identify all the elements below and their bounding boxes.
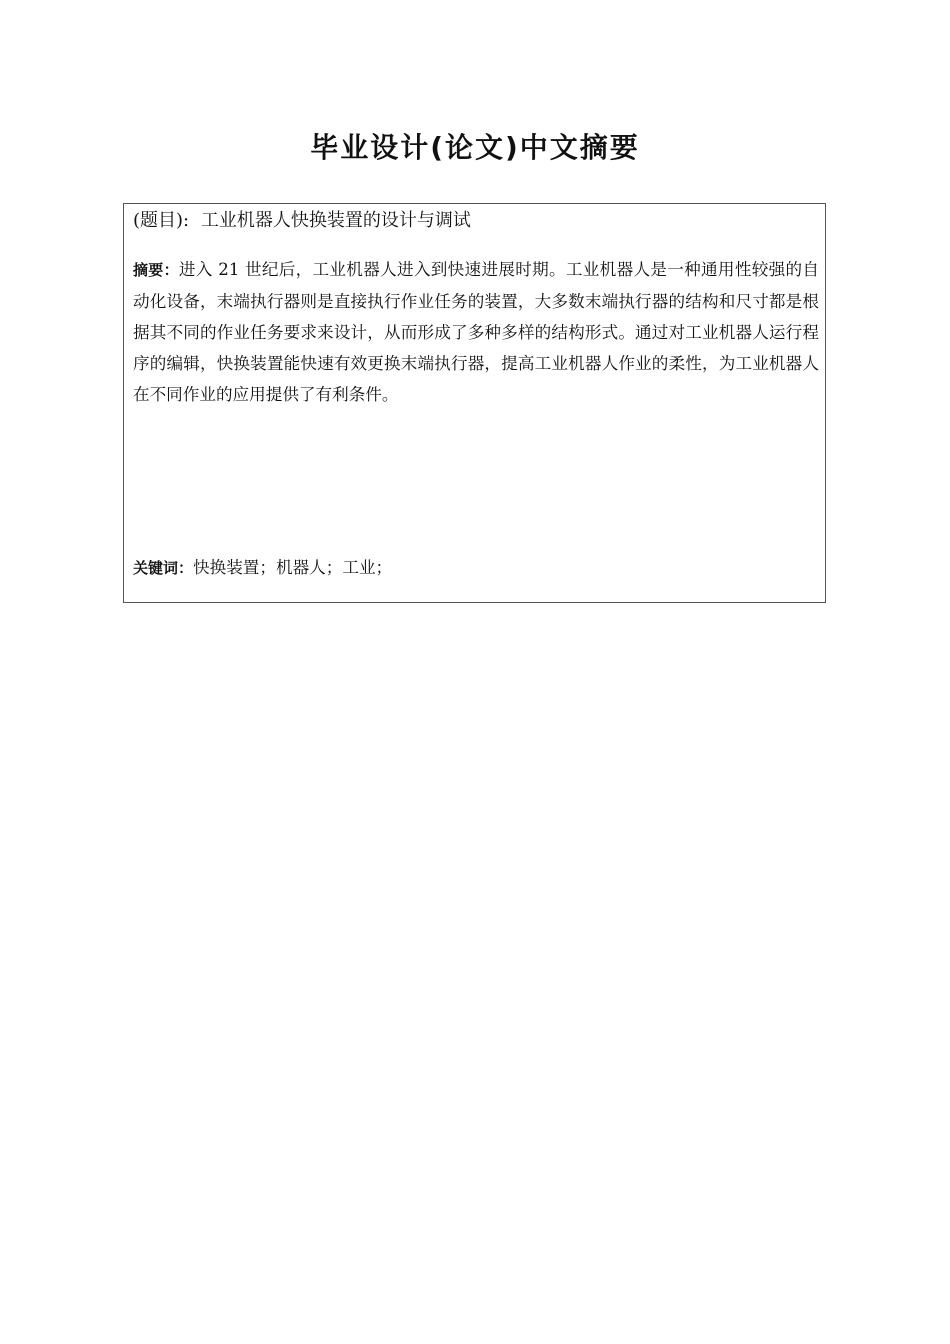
topic-line bbox=[133, 208, 471, 234]
abstract-text: 进入 21 世纪后，工业机器人进入到快速进展时期。工业机器人是一种通用性较强的自动化设备，末端执行器则是直接执行作业任务的装置，大多数末端执行器的结构和尺寸都是根据其不同的作业任务要求来设计，从而形成了多种多样的结构形式。通过对工业机器人运行程序的编辑，快换装置能快速有效更换末端执行器，提高工业机器人作业的柔性，为工业机器人在不同作业的应用提供了有利条件。 bbox=[133, 260, 819, 404]
abstract-box bbox=[123, 203, 826, 603]
topic-text: 工业机器人快换装置的设计与调试 bbox=[200, 210, 471, 231]
keywords-line bbox=[133, 554, 392, 582]
abstract-label: 摘要： bbox=[133, 261, 179, 279]
page-title: 毕业设计(论文)中文摘要 bbox=[310, 131, 640, 164]
abstract-body bbox=[133, 254, 819, 410]
topic-label: (题目): bbox=[133, 210, 190, 231]
keywords-text: 快换装置；机器人；工业； bbox=[193, 558, 393, 577]
keywords-label: 关键词： bbox=[133, 559, 194, 577]
